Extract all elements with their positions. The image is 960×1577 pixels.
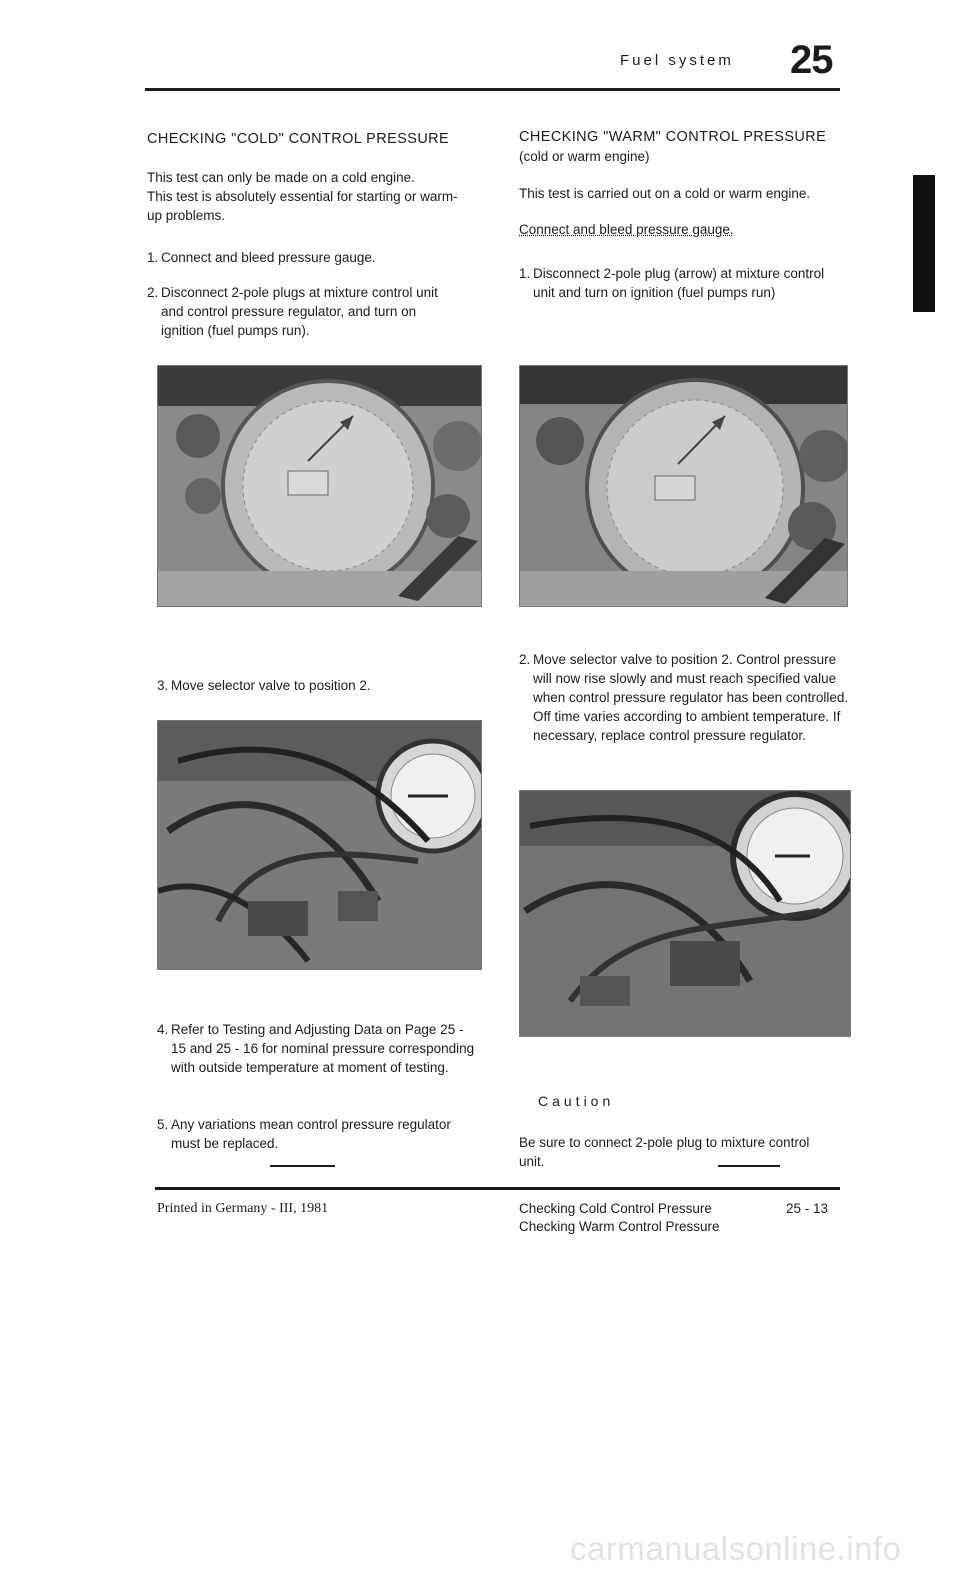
cold-intro-line-1: This test can only be made on a cold engine. — [147, 170, 415, 185]
page-number: 25 - 13 — [786, 1201, 829, 1216]
left-end-rule — [270, 1165, 335, 1167]
step-number: 1. — [147, 250, 159, 265]
step-text: Disconnect 2-pole plugs at mixture control unit and control pressure regulator, and turn on ignition (fuel pumps run). — [161, 285, 438, 338]
photo-pressure-gauge-left — [157, 720, 482, 970]
warm-step-2 — [519, 650, 849, 745]
footer-rule — [155, 1187, 840, 1190]
caution-text: Be sure to connect 2-pole plug to mixture control unit. — [519, 1135, 810, 1169]
cold-step-3 — [157, 676, 467, 695]
step-number: 2. — [147, 285, 159, 300]
warm-intro: This test is carried out on a cold or warm engine. — [519, 186, 811, 201]
warm-step-1 — [519, 264, 829, 302]
step-text: Disconnect 2-pole plug (arrow) at mixture control unit and turn on ignition (fuel pumps run) — [533, 266, 825, 300]
section-title: Fuel system — [620, 52, 734, 69]
cold-intro — [147, 168, 467, 225]
footer-topic-1: Checking Cold Control Pressure — [519, 1201, 712, 1216]
cold-step-2 — [147, 283, 457, 340]
step-number: 3. — [157, 678, 169, 693]
step-number: 4. — [157, 1022, 169, 1037]
step-number: 1. — [519, 266, 531, 281]
warm-pressure-heading: CHECKING "WARM" CONTROL PRESSURE — [519, 129, 827, 145]
cold-step-1 — [147, 248, 467, 267]
step-text: Move selector valve to position 2. Control pressure will now rise slowly and must reach specified value when control pressure regulator has been controlled. Off time varies according to ambient temperature. If necessary, replace control pressure regulator. — [533, 652, 849, 743]
step-text: Refer to Testing and Adjusting Data on Page 25 - 15 and 25 - 16 for nominal pressure corresponding with outside temperature at moment of testing. — [171, 1022, 475, 1075]
step-number: 5. — [157, 1117, 169, 1132]
cold-pressure-heading: CHECKING "COLD" CONTROL PRESSURE — [147, 131, 450, 147]
photo-pressure-gauge-right — [519, 790, 851, 1037]
step-text: Move selector valve to position 2. — [171, 678, 371, 693]
footer-topic-2: Checking Warm Control Pressure — [519, 1219, 720, 1234]
step-text: Any variations mean control pressure regulator must be replaced. — [171, 1117, 451, 1151]
caution-label: Caution — [538, 1093, 615, 1109]
right-end-rule — [718, 1165, 780, 1167]
warm-connect-note: Connect and bleed pressure gauge. — [519, 222, 734, 237]
photo-mixture-control-unit-right — [519, 365, 848, 607]
thumb-index-bar — [913, 175, 935, 312]
watermark: carmanualsonline.info — [570, 1530, 902, 1567]
warm-subheading: (cold or warm engine) — [519, 149, 650, 164]
photo-mixture-control-unit-left — [157, 365, 482, 607]
cold-step-5 — [157, 1115, 477, 1153]
section-number: 25 — [790, 38, 833, 82]
step-number: 2. — [519, 652, 531, 667]
step-text: Connect and bleed pressure gauge. — [161, 250, 376, 265]
cold-intro-line-2: This test is absolutely essential for starting or warm-up problems. — [147, 189, 458, 223]
header-rule — [145, 88, 840, 91]
cold-step-4 — [157, 1020, 477, 1077]
printed-note: Printed in Germany - III, 1981 — [157, 1201, 329, 1216]
